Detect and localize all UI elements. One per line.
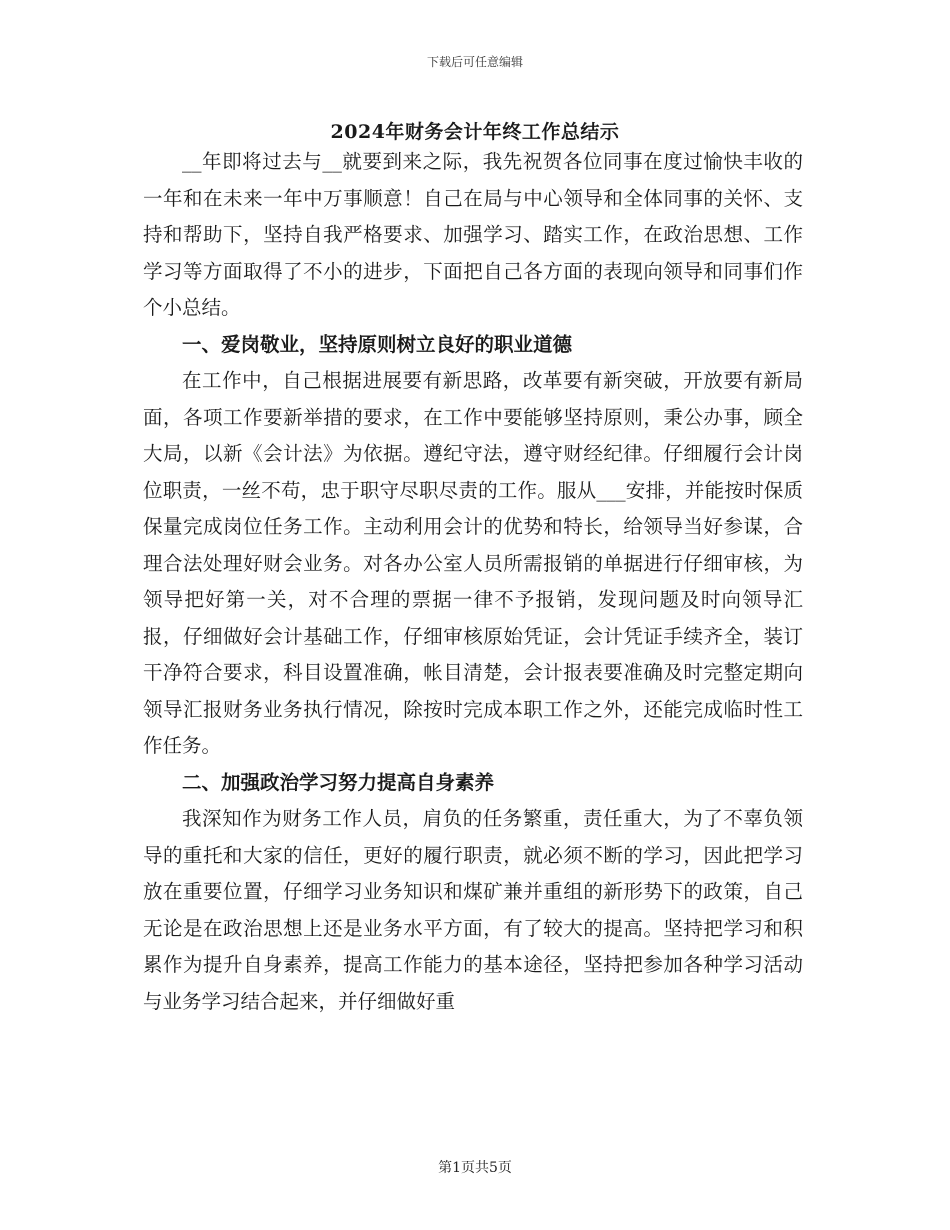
section-heading-1: 一、爱岗敬业，坚持原则树立良好的职业道德 <box>182 332 573 356</box>
section-paragraph-1: 在工作中，自己根据进展要有新思路，改革要有新突破，开放要有新局面，各项工作要新举措的要求，在工作中要能够坚持原则，秉公办事，顾全大局，以新《会计法》为依据。遵纪守法，遵守财经纪律。仔细履行会计岗位职责，一丝不苟，忠于职守尽职尽责的工作。服从___安排，并能按时保质保量完成岗位任务工作。主动利用会计的优势和特长，给领导当好参谋，合理合法处理好财会业务。对各办公室人员所需报销的单据进行仔细审核，为领导把好第一关，对不合理的票据一律不予报销，发现问题及时向领导汇报，仔细做好会计基础工作，仔细审核原始凭证，会计凭证手续齐全，装订干净符合要求，科目设置准确，帐目清楚，会计报表要准确及时完整定期向领导汇报财务业务执行情况，除按时完成本职工作之外，还能完成临时性工作任务。 <box>143 369 803 757</box>
intro-paragraph: __年即将过去与__就要到来之际，我先祝贺各位同事在度过愉快丰收的一年和在未来一年中万事顺意！自己在局与中心领导和全体同事的关怀、支持和帮助下，坚持自我严格要求、加强学习、踏实工作，在政治思想、工作学习等方面取得了不小的进步，下面把自己各方面的表现向领导和同事们作个小总结。 <box>143 150 803 319</box>
section-heading-2: 二、加强政治学习努力提高自身素养 <box>182 770 495 794</box>
section-paragraph-2: 我深知作为财务工作人员，肩负的任务繁重，责任重大，为了不辜负领导的重托和大家的信任，更好的履行职责，就必须不断的学习，因此把学习放在重要位置，仔细学习业务知识和煤矿兼并重组的新形势下的政策，自己无论是在政治思想上还是业务水平方面，有了较大的提高。坚持把学习和积累作为提升自身素养，提高工作能力的基本途径，坚持把参加各种学习活动与业务学习结合起来，并仔细做好重 <box>143 807 803 1013</box>
document-title: 2024年财务会计年终工作总结示 <box>330 121 620 143</box>
document-body <box>143 144 803 1020</box>
page-header-note: 下载后可任意编辑 <box>426 55 523 69</box>
page-number: 第1页共5页 <box>438 1160 512 1176</box>
